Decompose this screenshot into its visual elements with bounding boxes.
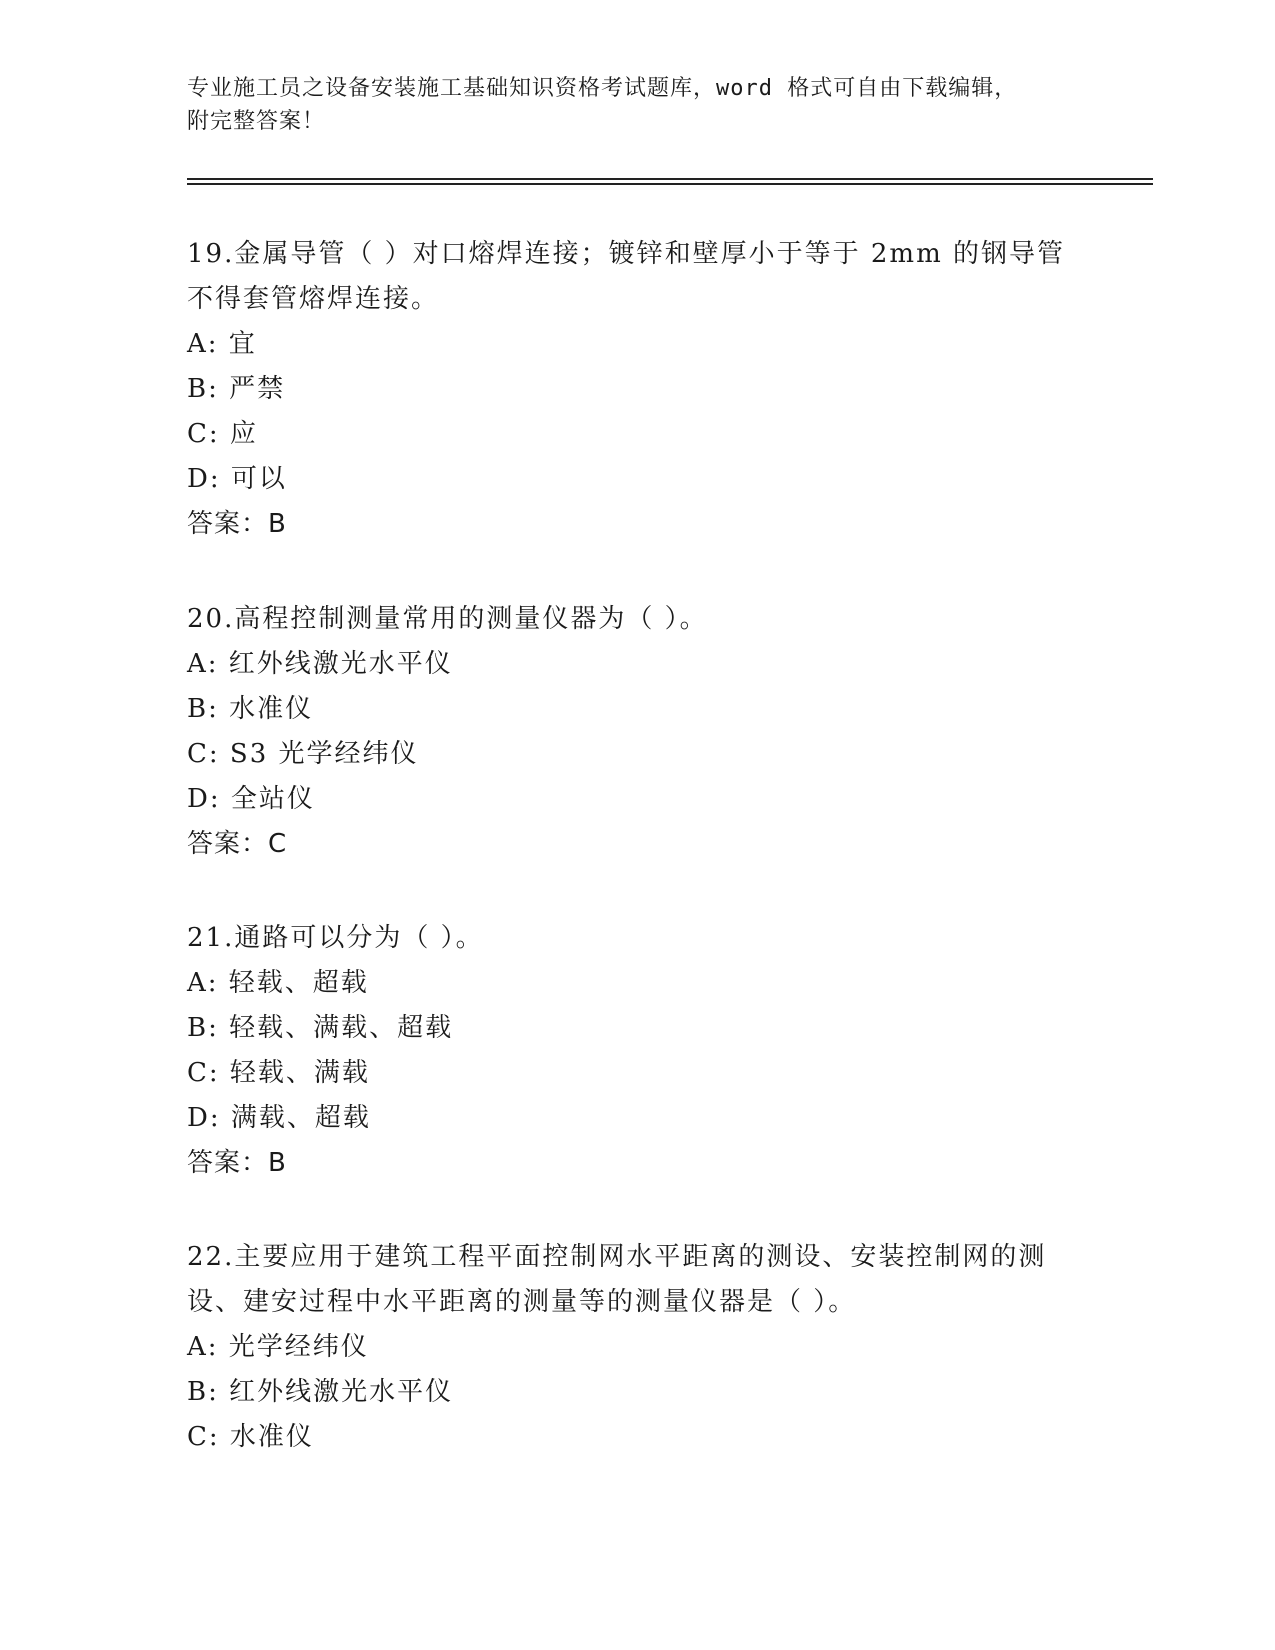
option-d: D: 满载、超载 — [187, 1103, 371, 1133]
option-a: A: 红外线激光水平仪 — [187, 649, 453, 679]
option-c: C: 轻载、满载 — [187, 1058, 370, 1088]
question-stem: 19.金属导管（ ）对口熔焊连接；镀锌和壁厚小于等于 2mm 的钢导管 — [187, 239, 1065, 269]
question-20 — [187, 597, 1087, 867]
option-c: C: S3 光学经纬仪 — [187, 739, 419, 769]
question-stem-continued: 设、建安过程中水平距离的测量等的测量仪器是（ ）。 — [187, 1287, 857, 1317]
option-c: C: 应 — [187, 419, 258, 449]
question-stem: 22.主要应用于建筑工程平面控制网水平距离的测设、安装控制网的测 — [187, 1242, 1047, 1272]
answer-line: 答案：C — [187, 829, 288, 859]
option-b: B: 严禁 — [187, 374, 286, 404]
header-line-2: 附完整答案！ — [187, 109, 326, 134]
question-stem-continued: 不得套管熔焊连接。 — [187, 284, 440, 314]
option-a: A: 宜 — [187, 329, 257, 359]
header-line-1: 专业施工员之设备安装施工基础知识资格考试题库，word 格式可自由下载编辑， — [187, 76, 1018, 101]
header-divider-bottom — [187, 183, 1153, 185]
option-a: A: 光学经纬仪 — [187, 1332, 369, 1362]
question-stem: 21.通路可以分为（ ）。 — [187, 923, 484, 953]
question-19 — [187, 232, 1087, 547]
question-stem: 20.高程控制测量常用的测量仪器为（ ）。 — [187, 604, 708, 634]
option-b: B: 轻载、满载、超载 — [187, 1013, 454, 1043]
answer-line: 答案：B — [187, 1148, 287, 1178]
question-21 — [187, 916, 1087, 1186]
option-d: D: 全站仪 — [187, 784, 315, 814]
option-a: A: 轻载、超载 — [187, 968, 369, 998]
document-header — [187, 72, 1067, 138]
answer-line: 答案：B — [187, 509, 287, 539]
option-b: B: 水准仪 — [187, 694, 314, 724]
option-c: C: 水准仪 — [187, 1422, 314, 1452]
option-b: B: 红外线激光水平仪 — [187, 1377, 454, 1407]
question-22 — [187, 1235, 1087, 1460]
header-divider-top — [187, 178, 1153, 180]
option-d: D: 可以 — [187, 464, 287, 494]
